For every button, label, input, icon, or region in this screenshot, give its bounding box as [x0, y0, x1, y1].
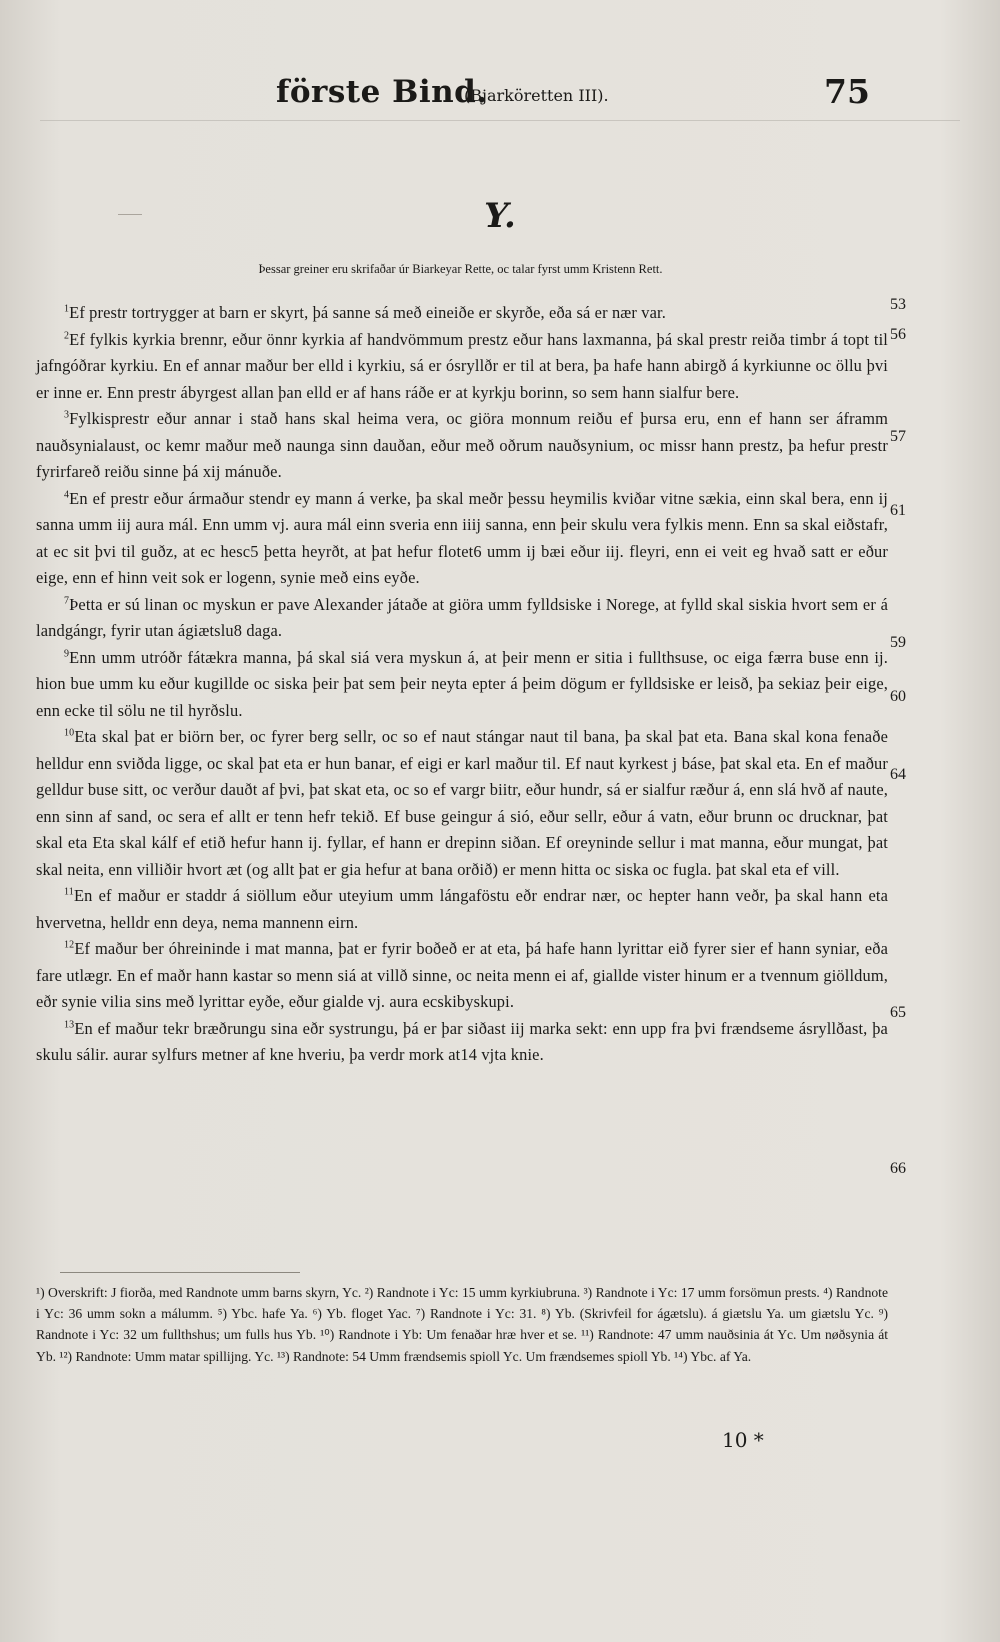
header-subtitle: (Bjarköretten III).: [464, 86, 609, 105]
paragraph: [36, 883, 888, 936]
paragraph-number: 11: [64, 886, 74, 898]
header-title: förste Bind.: [276, 74, 488, 110]
paragraph: [36, 486, 888, 592]
paragraph-text: Ef fylkis kyrkia brennr, eður önnr kyrkia af handvömmum prestz eður hans laxmanna, þá skal prestr reiða timbr á topt til jafngóðrar kyrkiu. En ef annar maður ber elld i kyrkiu, sá er ósryllðr er til at bera, þa hafe hann abirgð á kyrkiunne oc öllu þvi er inne er. Enn prestr ábyrgest allan þan elld er af hans ráðe er at kyrkju borinn, so sem hann sialfur bere.: [36, 329, 888, 402]
paragraph: [36, 645, 888, 725]
paragraph-text: Eta skal þat er biörn ber, oc fyrer berg sellr, oc so ef naut stángar naut til bana, þa skal þat eta. Bana skal kona fenaðe helldur enn sviðda ligge, oc skal þat eta er hun banar, ef eigi er karl maður til. Ef naut kyrkest j báse, þat skal eta. En ef maður gelldur buse sitt, oc verður dauðt af þvi, þat skat eta, oc so ef vargr biitr, eður hundr, sá er sialfur ræður á, enn slá hvð af naute, enn sinn af sand, oc sera ef allt er tenn hefr tekið. Ef buse geingur á sió, eður sellr, eður á vatn, eður brunn oc drucknar, þat skal eta Eta skal kálf ef etið hefur hann ij. fyllar, ef hann er drepinn siðan. Ef oreyninde sellur i mat manna, eður mungat, þat skal neita, enn villiðir hvort æt (og allt þat er gia hefur at bana orðið) er menn hitta oc siska oc fugla. þat skal eta ef vill.: [36, 727, 888, 879]
paragraph: [36, 592, 888, 645]
paragraph-text: En ef prestr eður ármaður stendr ey mann á verke, þa skal meðr þessu heymilis kviðar vitne sækia, einn skal bera, enn ij sanna umm iij aura mál. Enn umm vj. aura mál einn sveria enn iiij sanna, enn þeir skulu vera fylkis menn. Enn sa skal eiðstafr, at ec sit þvi til guðz, at ec hesc5 þetta heyrðt, at þat hefur flotet6 umm ij bæi eður iij. fleyri, enn ei veit eg hvað satt er eður eige, enn ef hinn veit sok er logenn, synie með eins eyðe.: [36, 488, 888, 587]
paragraph-number: 12: [64, 939, 75, 951]
signature-mark: 10 *: [722, 1428, 764, 1452]
margin-number: 65: [890, 1004, 906, 1021]
paragraph-number: 3: [64, 409, 70, 421]
margin-number: 66: [890, 1160, 906, 1177]
paragraph-text: Fylkisprestr eður annar i stað hans skal heima vera, oc giöra monnum reiðu ef þursa eru, enn ef hann ser áframm nauðsynialaust, oc kemr maður með naunga sinn dauðan, eður með oðrum nauðsynium, oc missr hann prestz, þa hefur prestr fyrirfareð reiðu sinne þá xij mánuðe.: [36, 409, 888, 481]
paragraph-number: 10: [64, 727, 75, 739]
margin-number: 61: [890, 502, 906, 519]
margin-number: 59: [890, 634, 906, 651]
paragraph-number: 1: [64, 303, 70, 315]
margin-number: 56: [890, 326, 906, 343]
section-intro: Þessar greiner eru skrifaðar úr Biarkeyar Rette, oc talar fyrst umm Kristenn Rett.: [258, 262, 663, 276]
paragraph: [36, 1016, 888, 1069]
paragraph-number: 2: [64, 330, 70, 342]
paragraph-text: En ef maður er staddr á siöllum eður uteyium umm lángaföstu eðr endrar nær, oc hepter hann veðr, þa skal hann eta hvervetna, helldr enn deya, nema mannenn eirn.: [36, 886, 888, 932]
paragraph-text: En ef maður tekr bræðrungu sina eðr systrungu, þá er þar siðast iij marka sekt: enn upp fra þvi frændseme ásryllðast, þa skulu sálir. aurar sylfurs metner af kne hveriu, þa verdr mork at14 vjta knie.: [36, 1018, 888, 1064]
running-header: [0, 72, 1000, 122]
paragraph-number: 4: [64, 489, 70, 501]
paragraph: [36, 327, 888, 407]
paragraph-text: Ef prestr tortrygger at barn er skyrt, þá sanne sá með eineiðe er skyrðe, eða sá er nær var.: [69, 303, 666, 322]
paragraph-text: Þetta er sú linan oc myskun er pave Alexander játaðe at giöra umm fylldsiske i Norege, at fylld skal siskia hvort sem er á landgángr, fyrir utan ágiætslu8 daga.: [36, 594, 888, 640]
paragraph: [36, 300, 888, 327]
footnote-divider: [60, 1272, 300, 1273]
margin-number: 64: [890, 766, 906, 783]
paragraph-text: Ef maður ber óhreininde i mat manna, þat er fyrir boðeð er at eta, þá hafe hann lyrittar eið fyrer sier ef hann syniar, eða fare utlægr. En ef maðr hann kastar so menn siá at villð sinne, oc neita menn ei af, giallde vister hinum er a tvennum giölldum, eðr synie vilia sins með lyrittar eyðe, eður gialde vj. aura ecskibyskupi.: [36, 939, 888, 1011]
margin-number: 60: [890, 688, 906, 705]
paragraph-text: Enn umm utróðr fátækra manna, þá skal siá vera myskun á, at þeir menn er sitia i fullthsuse, oc eiga færra buse enn ij. hion bue umm ku eður kugillde oc siska þeir þat sem þeir neyta epter á þeim dögum er fylldsiske er leisð, þa sekiaz þeir eige, enn ecke til sölu ne til hyrðslu.: [36, 647, 888, 720]
margin-number: 53: [890, 296, 906, 313]
paragraph-number: 13: [64, 1019, 75, 1031]
header-divider: [40, 120, 960, 121]
page-number: 75: [824, 72, 870, 111]
paragraph: [36, 406, 888, 486]
section-letter: Y.: [484, 196, 516, 236]
margin-number: 57: [890, 428, 906, 445]
footnotes: ¹) Overskrift: J fiorða, med Randnote umm barns skyrn, Yc. ²) Randnote i Yc: 15 umm kyrkiubruna. ³) Randnote i Yc: 17 umm forsömun prests. ⁴) Randnote i Yc: 36 umm sokn a málumm. ⁵) Ybc. hafe Ya. ⁶) Yb. floget Yac. ⁷) Randnote i Yc: 31. ⁸) Yb. (Skrivfeil for ágætslu). á giætslu Ya. um giætslu Yc. ⁹) Randnote i Yc: 32 um fullthshus; um fulls hus Yb. ¹⁰) Randnote i Yb: Um fenaðar hræ hver et se. ¹¹) Randnote: 47 umm nauðsinia át Yc. Um nøðsynia át Yb. ¹²) Randnote: Umm matar spillijng. Yc. ¹³) Randnote: 54 Umm frændsemis spioll Yc. Um frændsemes spioll Yb. ¹⁴) Ybc. af Ya.: [36, 1285, 888, 1364]
paragraph: [36, 724, 888, 883]
paragraph: [36, 936, 888, 1016]
paragraph-number: 9: [64, 648, 70, 660]
paragraph-number: 7: [64, 595, 70, 607]
body-text: [36, 300, 888, 1069]
